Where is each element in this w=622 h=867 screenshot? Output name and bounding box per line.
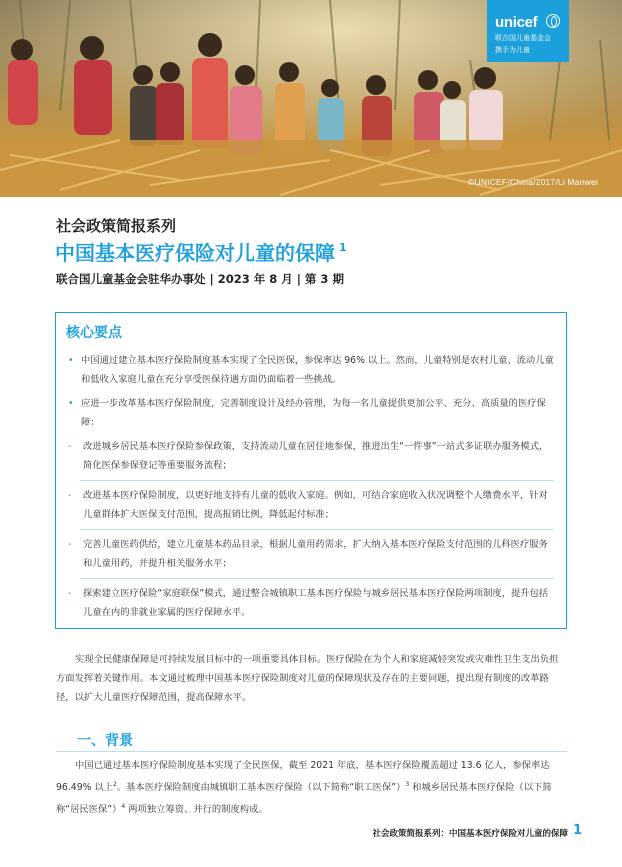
- divider: [80, 578, 554, 579]
- divider: [80, 480, 554, 481]
- publication-meta: 联合国儿童基金会驻华办事处 | 2023 年 8 月 | 第 3 期: [56, 272, 344, 286]
- globe-icon: [546, 14, 560, 28]
- key-points-box: [55, 312, 567, 629]
- dash-marker: -: [68, 441, 72, 452]
- dash-marker: -: [68, 490, 72, 501]
- footnote-ref: 3: [405, 781, 410, 788]
- logo-wordmark: unicef: [495, 14, 538, 31]
- section-divider: [56, 751, 567, 752]
- dash-marker: -: [68, 539, 72, 550]
- paragraph-text: 中国已通过基本医疗保险制度基本实现了全民医保，截至 2021 年底，基本医疗保险覆盖超过 13.6 亿人，参保率达 96.49% 以上: [56, 760, 550, 793]
- section-heading: 一、背景: [77, 733, 133, 749]
- title-footnote: 1: [339, 241, 347, 254]
- page-title-text: 中国基本医疗保险对儿童的保障: [55, 241, 335, 265]
- logo-slogan: 携手为儿童: [495, 46, 530, 54]
- dash-marker: -: [68, 588, 72, 599]
- list-item: [68, 394, 554, 432]
- list-item: [68, 437, 554, 475]
- list-item-text: 改进城乡居民基本医疗保险参保政策，支持流动儿童在居住地参保，推进出生“一件事”一站式多证联办服务模式，简化医保参保登记等重要服务流程；: [83, 441, 549, 471]
- logo-org-name: 联合国儿童基金会: [495, 34, 551, 42]
- list-item-text: 改进基本医疗保险制度，以更好地支持有儿童的低收入家庭。例如，可结合家庭收入状况调整个人缴费水平，针对儿童群体扩大医保支付范围，提高报销比例，降低起付标准；: [83, 490, 548, 520]
- bullet-marker: •: [68, 355, 74, 366]
- intro-paragraph: 实现全民健康保障是可持续发展目标中的一项重要具体目标。医疗保险在为个人和家庭减轻突发或灾难性卫生支出负担方面发挥着关键作用。本文通过梳理中国基本医疗保险制度对儿童的保障现状及存在的主要问题，提出现有制度的改革路径，以扩大儿童医疗保障范围，提高保障水平。: [56, 654, 559, 703]
- bullet-marker: •: [68, 398, 74, 409]
- list-item: [68, 535, 554, 573]
- hero-photo: [0, 0, 622, 197]
- list-item: [68, 351, 554, 389]
- paragraph-text: 。基本医疗保险制度由城镇职工基本医疗保险（以下简称“职工医保”）: [116, 782, 406, 793]
- paragraph-text: 和城乡居民基本医疗保险（以下简称“居民医保”）: [56, 782, 552, 815]
- list-item: [68, 584, 554, 622]
- footnote-ref: 2: [113, 781, 117, 788]
- series-label: 社会政策简报系列: [56, 217, 177, 235]
- photo-credit: ©UNICEF/China/2017/Li Manwei: [468, 177, 598, 187]
- list-item-text: 探索建立医疗保险“家庭联保”模式，通过整合城镇职工基本医疗保险与城乡居民基本医疗保险两项制度，提升包括儿童在内的非就业家属的医疗保障水平。: [83, 588, 549, 618]
- page-number: 1: [572, 823, 582, 838]
- list-item: [68, 486, 554, 524]
- page-title: [55, 237, 347, 266]
- footnote-ref: 4: [121, 803, 126, 810]
- list-item-text: 应进一步改革基本医疗保险制度，完善制度设计及经办管理，为每一名儿童提供更加公平、充分、高质量的医疗保障：: [81, 398, 546, 428]
- list-item-text: 中国通过建立基本医疗保险制度基本实现了全民医保，参保率达 96% 以上。然而，儿童特别是农村儿童、流动儿童和低收入家庭儿童在充分享受医保待遇方面仍面临着一些挑战。: [81, 355, 554, 385]
- key-points-heading: 核心要点: [66, 325, 122, 341]
- unicef-logo: [487, 0, 569, 62]
- key-points-list: [68, 351, 554, 627]
- paragraph-text: 两项独立筹资、并行的制度构成。: [125, 804, 268, 815]
- divider: [80, 529, 554, 530]
- background-paragraph: [56, 756, 567, 819]
- list-item-text: 完善儿童医药供给，建立儿童基本药品目录，根据儿童用药需求，扩大纳入基本医疗保险支付范围的儿科医疗服务和儿童用药，并提升相关服务水平；: [83, 539, 548, 569]
- running-footer: 社会政策简报系列：中国基本医疗保险对儿童的保障: [372, 829, 568, 839]
